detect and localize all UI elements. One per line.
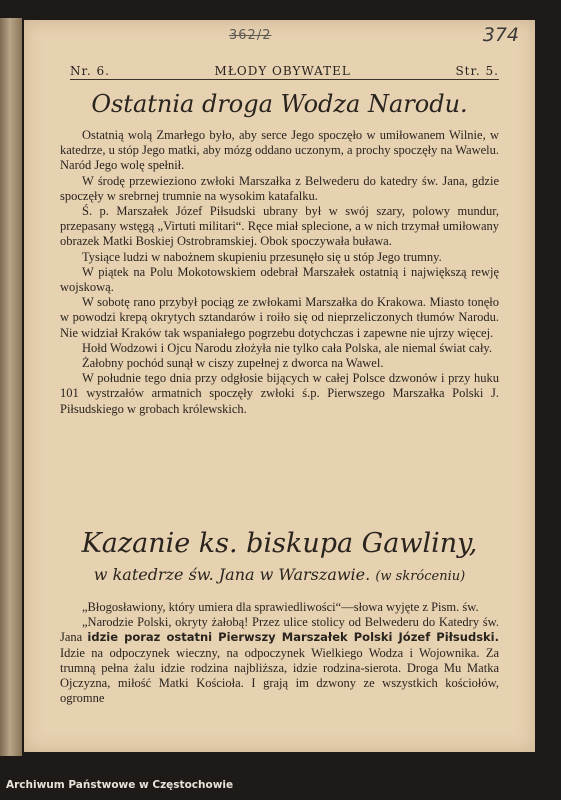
paragraph: Tysiące ludzi w nabożnem skupieniu przesunęło się u stóp Jego trumny. bbox=[82, 249, 442, 264]
paragraph: W środę przewieziono zwłoki Marszałka z Belwederu do katedry św. Jana, gdzie spoczęły w srebrnej trumnie na wysokim katafalku. bbox=[60, 173, 499, 203]
paragraph: W południe tego dnia przy odgłosie bijących w całej Polsce dzwonów i przy huku 101 wystrzałów armatnich spoczęły zwłoki ś.p. Pierwszego Marszałka Polski J. Piłsudskiego w grobach królewskich. bbox=[60, 371, 499, 416]
sermon-text: Idzie na odpoczynek wieczny, na odpoczynek Wielkiego Wodza i Wojownika. Za trumną pełna żalu idzie rodzina najbliższa, idzie rodzina-sierota. Droga Mu Matka Ojczyzna, miłość Matki Kościoła. I grają im dzwony ze wszystkich kościołów, ogromne bbox=[60, 645, 499, 706]
article-1-title: Ostatnia droga Wodza Narodu. bbox=[91, 90, 468, 118]
sermon-emphasis: idzie poraz ostatni Pierwszy Marszałek Polski Józef Piłsudski. bbox=[87, 630, 499, 645]
article-1-body bbox=[60, 128, 499, 417]
article-2-body bbox=[60, 600, 499, 706]
paragraph: Ostatnią wolą Zmarłego było, aby serce Jego spoczęło w umiłowanem Wilnie, w katedrze, u stóp Jego matki, aby mózg oddano uczonym, a prochy spoczęły na Wawelu. Naród Jego wolę spełnił. bbox=[60, 128, 499, 173]
article-2-title: Kazanie ks. biskupa Gawliny, bbox=[81, 528, 478, 559]
sermon-text: „Narodzie Polski, okryty żałobą! Przez ulice stolicy od Belwederu do Katedry św. Jana bbox=[60, 615, 499, 645]
document-page bbox=[24, 20, 535, 752]
catalog-mark: 362/2 bbox=[229, 28, 272, 43]
paragraph bbox=[60, 615, 499, 706]
book-binding bbox=[0, 18, 22, 756]
journal-title: MŁODY OBYWATEL bbox=[214, 64, 351, 78]
paragraph: Ś. p. Marszałek Józef Piłsudski ubrany był w swój szary, polowy mundur, przepasany wstęgą „Virtuti militari“. Ręce miał splecione, a w nich trzymał umiłowany obrazek Matki Boskiej Ostrobramskiej. Obok spoczywała buława. bbox=[60, 204, 499, 249]
paragraph: W sobotę rano przybył pociąg ze zwłokami Marszałka do Krakowa. Miasto tonęło w powodzi krepą okrytych sztandarów i roiło się od nieprzeliczonych tłumów Narodu. Nie widział Kraków tak wspaniałego pogrzebu dotychczas i zapewne nie ujrzy więcej. bbox=[60, 295, 499, 340]
subtitle-text: w katedrze św. Jana w Warszawie. bbox=[93, 565, 371, 584]
page-label: Str. 5. bbox=[455, 64, 499, 78]
archive-footer: Archiwum Państwowe w Częstochowie bbox=[6, 779, 234, 791]
issue-number: Nr. 6. bbox=[70, 64, 110, 78]
running-header bbox=[70, 64, 499, 80]
paragraph: Hołd Wodzowi i Ojcu Narodu złożyła nie tylko cała Polska, ale niemal świat cały. bbox=[82, 340, 492, 355]
paragraph: „Błogosławiony, który umiera dla sprawiedliwości“—słowa wyjęte z Pism. św. bbox=[82, 600, 479, 614]
paragraph: Żałobny pochód sunął w ciszy zupełnej z dworca na Wawel. bbox=[82, 356, 384, 371]
subtitle-note: (w skróceniu) bbox=[375, 569, 466, 584]
paragraph: W piątek na Polu Mokotowskiem odebrał Marszałek ostatnią i największą rewję wojskową. bbox=[60, 264, 499, 295]
article-2-subtitle bbox=[24, 565, 535, 584]
page-number-stamp: 374 bbox=[482, 24, 519, 46]
